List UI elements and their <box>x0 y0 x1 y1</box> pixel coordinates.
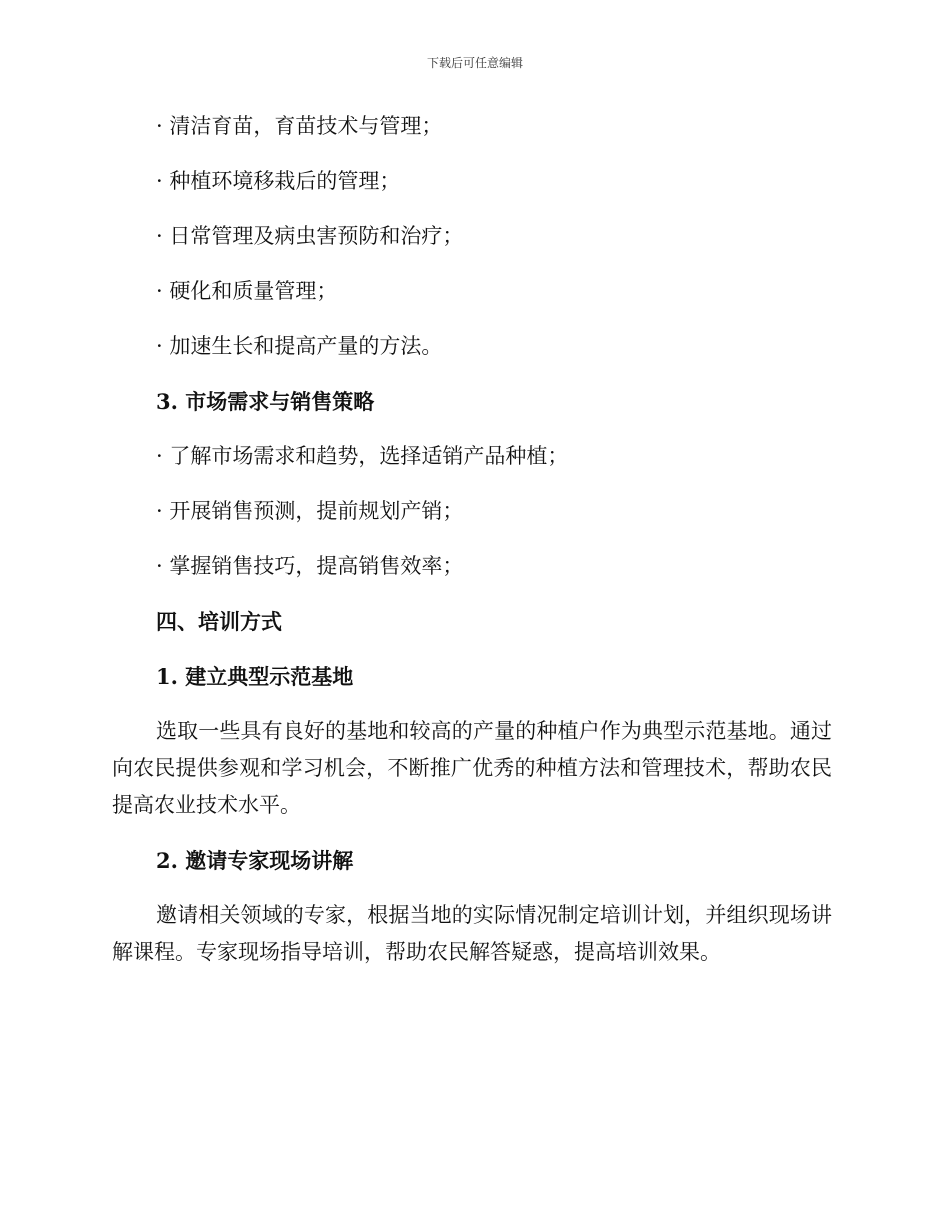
document-body <box>112 108 832 989</box>
page-header-note: 下载后可任意编辑 <box>426 56 523 70</box>
paragraph: 选取一些具有良好的基地和较高的产量的种植户作为典型示范基地。通过向农民提供参观和学习机会，不断推广优秀的种植方法和管理技术，帮助农民提高农业技术水平。 <box>112 719 832 817</box>
bullet-item: · 开展销售预测，提前规划产销； <box>156 499 464 523</box>
section-heading: 3. 市场需求与销售策略 <box>156 389 375 414</box>
bullet-item: · 种植环境移栽后的管理； <box>156 169 401 193</box>
bullet-item: · 了解市场需求和趋势，选择适销产品种植； <box>156 444 569 468</box>
bullet-item: · 清洁育苗，育苗技术与管理； <box>156 114 443 138</box>
chapter-heading: 四、培训方式 <box>156 609 282 634</box>
bullet-item: · 掌握销售技巧，提高销售效率； <box>156 554 464 578</box>
bullet-item: · 加速生长和提高产量的方法。 <box>156 334 443 358</box>
bullet-item: · 硬化和质量管理； <box>156 279 338 303</box>
paragraph: 邀请相关领域的专家，根据当地的实际情况制定培训计划，并组织现场讲解课程。专家现场指导培训，帮助农民解答疑惑，提高培训效果。 <box>112 903 832 964</box>
section-heading: 2. 邀请专家现场讲解 <box>156 848 354 873</box>
bullet-item: · 日常管理及病虫害预防和治疗； <box>156 224 464 248</box>
section-heading: 1. 建立典型示范基地 <box>156 664 354 689</box>
